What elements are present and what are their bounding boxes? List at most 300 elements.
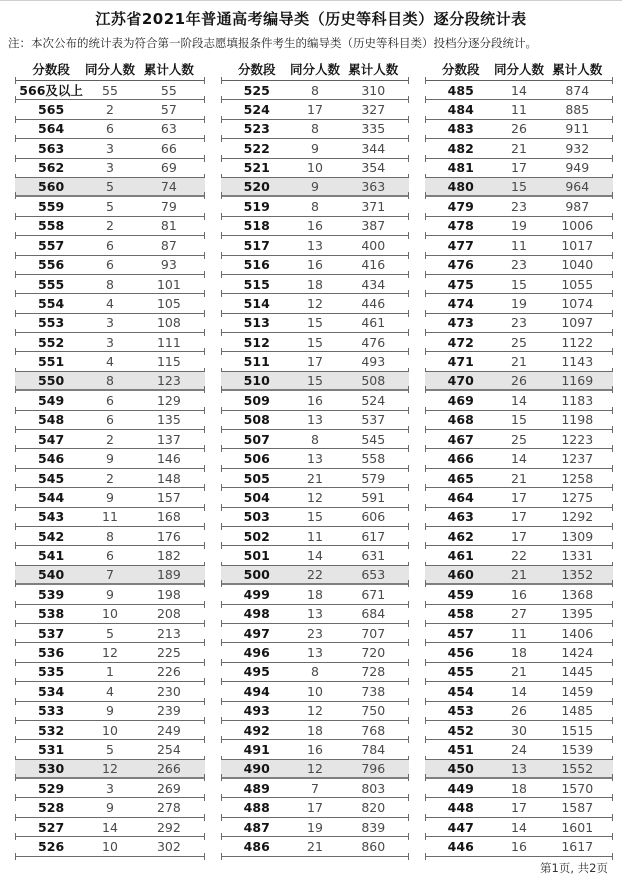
cumulative-cell: 1552 <box>561 760 594 776</box>
count-cell: 14 <box>102 819 118 835</box>
cumulative-cell: 720 <box>361 645 386 661</box>
score-cell: 483 <box>447 121 474 137</box>
table-row <box>425 391 613 410</box>
score-cell: 509 <box>243 392 270 408</box>
cumulative-cell: 617 <box>361 528 386 544</box>
score-cell: 534 <box>38 683 65 699</box>
table-row <box>15 527 205 546</box>
cumulative-cell: 728 <box>361 664 386 680</box>
score-cell: 461 <box>447 548 474 564</box>
count-cell: 2 <box>106 470 114 486</box>
page-indicator: 第1页, 共2页 <box>540 861 608 875</box>
score-cell: 486 <box>243 838 270 854</box>
cumulative-cell: 148 <box>156 470 181 486</box>
table-row <box>425 449 613 468</box>
cumulative-cell: 820 <box>361 800 386 816</box>
cumulative-cell: 1515 <box>561 722 594 738</box>
table-row <box>15 81 205 100</box>
table-row <box>15 159 205 178</box>
cumulative-cell: 87 <box>160 237 177 253</box>
table-row <box>221 643 409 662</box>
cumulative-cell: 671 <box>361 586 386 602</box>
table-row <box>425 430 613 449</box>
table-row <box>15 449 205 468</box>
cumulative-cell: 1539 <box>561 741 594 757</box>
score-cell: 507 <box>243 431 270 447</box>
page-title: 江苏省2021年普通高考编导类（历史等科目类）逐分段统计表 <box>95 10 527 28</box>
score-cell: 458 <box>447 606 474 622</box>
count-cell: 9 <box>106 800 114 816</box>
score-cell: 449 <box>447 780 474 796</box>
cumulative-cell: 1122 <box>561 334 594 350</box>
table-row <box>425 178 613 197</box>
count-cell: 26 <box>511 121 527 137</box>
score-cell: 531 <box>38 741 65 757</box>
table-row <box>15 430 205 449</box>
cumulative-cell: 738 <box>361 683 386 699</box>
score-cell: 500 <box>243 566 270 582</box>
score-cell: 456 <box>447 645 474 661</box>
table-row <box>425 236 613 255</box>
score-cell: 536 <box>38 645 65 661</box>
score-cell: 464 <box>447 489 474 505</box>
table-row <box>221 546 409 565</box>
table-row <box>221 721 409 740</box>
column-header: 累计人数 <box>552 61 603 77</box>
cumulative-cell: 476 <box>361 334 386 350</box>
cumulative-cell: 1617 <box>561 838 594 854</box>
cumulative-cell: 1331 <box>561 548 594 564</box>
count-cell: 17 <box>511 800 527 816</box>
cumulative-cell: 93 <box>160 257 177 273</box>
count-cell: 11 <box>511 102 527 118</box>
count-cell: 21 <box>307 838 323 854</box>
score-cell: 466 <box>447 451 474 467</box>
count-cell: 14 <box>511 683 527 699</box>
score-cell: 457 <box>447 625 474 641</box>
score-cell: 562 <box>38 160 65 176</box>
cumulative-cell: 964 <box>565 179 590 195</box>
cumulative-cell: 750 <box>361 703 386 719</box>
count-cell: 25 <box>511 431 527 447</box>
count-cell: 11 <box>102 509 118 525</box>
score-cell: 501 <box>243 548 270 564</box>
count-cell: 23 <box>511 257 527 273</box>
cumulative-cell: 446 <box>361 295 386 311</box>
score-cell: 508 <box>243 412 270 428</box>
table-row <box>15 294 205 313</box>
count-cell: 14 <box>511 392 527 408</box>
count-cell: 30 <box>511 722 527 738</box>
score-cell: 517 <box>243 237 270 253</box>
table-row <box>15 139 205 158</box>
cumulative-cell: 796 <box>361 760 386 776</box>
cumulative-cell: 137 <box>156 431 181 447</box>
table-row <box>15 585 205 604</box>
score-cell: 450 <box>447 760 474 776</box>
count-cell: 19 <box>511 218 527 234</box>
score-cell: 502 <box>243 528 270 544</box>
cumulative-cell: 327 <box>361 102 386 118</box>
score-cell: 551 <box>38 354 65 370</box>
table-row <box>221 178 409 197</box>
count-cell: 23 <box>511 199 527 215</box>
score-cell: 540 <box>38 566 65 582</box>
table-row <box>221 740 409 759</box>
cumulative-cell: 213 <box>156 625 181 641</box>
table-row <box>15 643 205 662</box>
cumulative-cell: 101 <box>156 276 181 292</box>
table-row <box>221 624 409 643</box>
table-row <box>221 100 409 119</box>
table-row <box>221 372 409 391</box>
cumulative-cell: 115 <box>156 354 181 370</box>
score-cell: 522 <box>243 140 270 156</box>
count-cell: 15 <box>307 509 323 525</box>
count-cell: 11 <box>511 237 527 253</box>
score-cell: 451 <box>447 741 474 757</box>
score-cell: 471 <box>447 354 474 370</box>
table-row <box>221 605 409 624</box>
table-row <box>425 352 613 371</box>
table-row <box>221 159 409 178</box>
table-row <box>221 139 409 158</box>
count-cell: 10 <box>102 606 118 622</box>
cumulative-cell: 1183 <box>561 392 594 408</box>
table-row <box>15 178 205 197</box>
count-cell: 2 <box>106 218 114 234</box>
table-row <box>15 120 205 139</box>
table-row <box>15 508 205 527</box>
count-cell: 21 <box>511 140 527 156</box>
cumulative-cell: 524 <box>361 392 386 408</box>
table-row <box>15 624 205 643</box>
cumulative-cell: 1237 <box>561 451 594 467</box>
score-cell: 505 <box>243 470 270 486</box>
score-cell: 499 <box>243 586 270 602</box>
count-cell: 23 <box>511 315 527 331</box>
count-cell: 3 <box>106 334 114 350</box>
score-cell: 524 <box>243 102 270 118</box>
cumulative-cell: 1368 <box>561 586 594 602</box>
cumulative-cell: 579 <box>361 470 386 486</box>
count-cell: 12 <box>307 760 323 776</box>
score-cell: 454 <box>447 683 474 699</box>
cumulative-cell: 1309 <box>561 528 594 544</box>
score-cell: 492 <box>243 722 270 738</box>
table-row <box>425 702 613 721</box>
score-cell: 548 <box>38 412 65 428</box>
score-cell: 473 <box>447 315 474 331</box>
count-cell: 21 <box>511 566 527 582</box>
score-cell: 467 <box>447 431 474 447</box>
table-row <box>221 508 409 527</box>
table-row <box>425 546 613 565</box>
table-row <box>15 352 205 371</box>
count-cell: 13 <box>307 645 323 661</box>
table-row <box>15 760 205 779</box>
cumulative-cell: 182 <box>156 548 181 564</box>
table-row <box>15 333 205 352</box>
score-cell: 446 <box>447 838 474 854</box>
count-cell: 23 <box>307 625 323 641</box>
table-row <box>15 391 205 410</box>
cumulative-cell: 310 <box>361 82 386 98</box>
score-cell: 553 <box>38 315 65 331</box>
cumulative-cell: 135 <box>156 412 181 428</box>
score-cell: 564 <box>38 121 65 137</box>
count-cell: 17 <box>511 509 527 525</box>
score-cell: 559 <box>38 199 65 215</box>
cumulative-cell: 157 <box>156 489 181 505</box>
score-cell: 520 <box>243 179 270 195</box>
table-row <box>425 372 613 391</box>
score-cell: 543 <box>38 509 65 525</box>
column-header: 同分人数 <box>493 61 544 77</box>
cumulative-cell: 1445 <box>561 664 594 680</box>
score-cell: 485 <box>447 82 474 98</box>
score-cell: 494 <box>243 683 270 699</box>
table-row <box>221 798 409 817</box>
count-cell: 16 <box>307 218 323 234</box>
cumulative-cell: 168 <box>156 509 181 525</box>
table-row <box>425 740 613 759</box>
count-cell: 2 <box>106 431 114 447</box>
table-row <box>221 411 409 430</box>
score-cell: 503 <box>243 509 270 525</box>
score-cell: 542 <box>38 528 65 544</box>
count-cell: 10 <box>307 160 323 176</box>
cumulative-cell: 784 <box>361 741 386 757</box>
count-cell: 1 <box>106 664 114 680</box>
table-row <box>425 585 613 604</box>
cumulative-cell: 129 <box>156 392 181 408</box>
table-row <box>425 217 613 236</box>
cumulative-cell: 69 <box>160 160 177 176</box>
table-row <box>221 702 409 721</box>
table-header-row <box>425 57 613 81</box>
cumulative-cell: 1055 <box>561 276 594 292</box>
table-row <box>221 256 409 275</box>
count-cell: 27 <box>511 606 527 622</box>
table-row <box>425 760 613 779</box>
count-cell: 3 <box>106 140 114 156</box>
table-row <box>425 508 613 527</box>
count-cell: 15 <box>307 373 323 389</box>
count-cell: 18 <box>307 722 323 738</box>
count-cell: 22 <box>511 548 527 564</box>
cumulative-cell: 591 <box>361 489 386 505</box>
count-cell: 4 <box>106 354 114 370</box>
score-cell: 448 <box>447 800 474 816</box>
score-cell: 468 <box>447 412 474 428</box>
table-row <box>425 100 613 119</box>
cumulative-cell: 249 <box>156 722 181 738</box>
count-cell: 16 <box>511 838 527 854</box>
cumulative-cell: 63 <box>160 121 177 137</box>
score-cell: 470 <box>447 373 474 389</box>
score-cell: 447 <box>447 819 474 835</box>
column-header: 累计人数 <box>348 61 399 77</box>
cumulative-cell: 874 <box>565 82 590 98</box>
score-cell: 545 <box>38 470 65 486</box>
count-cell: 18 <box>307 586 323 602</box>
table-row <box>221 566 409 585</box>
score-cell: 529 <box>38 780 65 796</box>
table-row <box>221 449 409 468</box>
table-row <box>425 779 613 798</box>
cumulative-cell: 1223 <box>561 431 594 447</box>
count-cell: 5 <box>106 625 114 641</box>
count-cell: 15 <box>307 315 323 331</box>
cumulative-cell: 1485 <box>561 703 594 719</box>
table-row <box>15 469 205 488</box>
score-cell: 550 <box>38 373 65 389</box>
count-cell: 13 <box>307 451 323 467</box>
count-cell: 17 <box>511 528 527 544</box>
count-cell: 21 <box>307 470 323 486</box>
score-cell: 475 <box>447 276 474 292</box>
column-header: 累计人数 <box>143 61 194 77</box>
score-cell: 541 <box>38 548 65 564</box>
score-cell: 472 <box>447 334 474 350</box>
score-cell: 482 <box>447 140 474 156</box>
score-cell: 493 <box>243 703 270 719</box>
count-cell: 18 <box>307 276 323 292</box>
cumulative-cell: 631 <box>361 548 386 564</box>
count-cell: 26 <box>511 373 527 389</box>
cumulative-cell: 105 <box>156 295 181 311</box>
cumulative-cell: 111 <box>156 334 181 350</box>
score-cell: 469 <box>447 392 474 408</box>
table-row <box>15 256 205 275</box>
cumulative-cell: 226 <box>156 664 181 680</box>
table-row <box>425 411 613 430</box>
score-cell: 481 <box>447 160 474 176</box>
table-row <box>15 217 205 236</box>
score-cell: 563 <box>38 140 65 156</box>
score-cell: 490 <box>243 760 270 776</box>
table-row <box>425 818 613 837</box>
score-cell: 462 <box>447 528 474 544</box>
score-cell: 512 <box>243 334 270 350</box>
cumulative-cell: 108 <box>156 315 181 331</box>
cumulative-cell: 1292 <box>561 509 594 525</box>
count-cell: 9 <box>106 489 114 505</box>
score-cell: 516 <box>243 257 270 273</box>
table-row <box>221 333 409 352</box>
count-cell: 15 <box>511 412 527 428</box>
count-cell: 21 <box>511 664 527 680</box>
score-cell: 491 <box>243 741 270 757</box>
column-header: 同分人数 <box>289 61 340 77</box>
count-cell: 15 <box>511 179 527 195</box>
cumulative-cell: 684 <box>361 606 386 622</box>
table-row <box>221 682 409 701</box>
table-row <box>15 798 205 817</box>
count-cell: 13 <box>307 412 323 428</box>
score-table-1 <box>15 57 205 857</box>
cumulative-cell: 860 <box>361 838 386 854</box>
count-cell: 11 <box>511 625 527 641</box>
table-row <box>221 779 409 798</box>
count-cell: 15 <box>511 276 527 292</box>
table-row <box>221 217 409 236</box>
cumulative-cell: 803 <box>361 780 386 796</box>
count-cell: 14 <box>511 82 527 98</box>
count-cell: 14 <box>511 819 527 835</box>
count-cell: 4 <box>106 295 114 311</box>
cumulative-cell: 55 <box>160 82 177 98</box>
cumulative-cell: 1006 <box>561 218 594 234</box>
cumulative-cell: 545 <box>361 431 386 447</box>
cumulative-cell: 1424 <box>561 645 594 661</box>
count-cell: 16 <box>307 257 323 273</box>
count-cell: 5 <box>106 741 114 757</box>
count-cell: 6 <box>106 121 114 137</box>
cumulative-cell: 66 <box>160 140 177 156</box>
score-cell: 527 <box>38 819 65 835</box>
score-cell: 565 <box>38 102 65 118</box>
count-cell: 6 <box>106 392 114 408</box>
count-cell: 6 <box>106 412 114 428</box>
table-row <box>15 663 205 682</box>
table-row <box>425 566 613 585</box>
count-cell: 24 <box>511 741 527 757</box>
table-row <box>221 488 409 507</box>
score-table-3 <box>425 57 613 857</box>
count-cell: 19 <box>511 295 527 311</box>
count-cell: 13 <box>511 760 527 776</box>
score-cell: 539 <box>38 586 65 602</box>
cumulative-cell: 74 <box>160 179 177 195</box>
table-row <box>15 197 205 216</box>
count-cell: 6 <box>106 237 114 253</box>
count-cell: 8 <box>311 199 319 215</box>
table-row <box>425 682 613 701</box>
count-cell: 8 <box>106 528 114 544</box>
cumulative-cell: 292 <box>156 819 181 835</box>
count-cell: 3 <box>106 160 114 176</box>
table-row <box>425 488 613 507</box>
cumulative-cell: 371 <box>361 199 386 215</box>
count-cell: 18 <box>511 780 527 796</box>
count-cell: 8 <box>106 373 114 389</box>
count-cell: 6 <box>106 257 114 273</box>
cumulative-cell: 1040 <box>561 257 594 273</box>
score-cell: 478 <box>447 218 474 234</box>
score-cell: 479 <box>447 199 474 215</box>
count-cell: 8 <box>311 431 319 447</box>
cumulative-cell: 1017 <box>561 237 594 253</box>
score-cell: 452 <box>447 722 474 738</box>
column-header: 同分人数 <box>84 61 135 77</box>
score-cell: 510 <box>243 373 270 389</box>
count-cell: 8 <box>311 82 319 98</box>
cumulative-cell: 239 <box>156 703 181 719</box>
cumulative-cell: 1169 <box>561 373 594 389</box>
cumulative-cell: 230 <box>156 683 181 699</box>
table-row <box>15 740 205 759</box>
cumulative-cell: 839 <box>361 819 386 835</box>
cumulative-cell: 57 <box>160 102 177 118</box>
score-cell: 511 <box>243 354 270 370</box>
cumulative-cell: 461 <box>361 315 386 331</box>
table-row <box>15 702 205 721</box>
score-cell: 474 <box>447 295 474 311</box>
table-row <box>15 411 205 430</box>
cumulative-cell: 1258 <box>561 470 594 486</box>
